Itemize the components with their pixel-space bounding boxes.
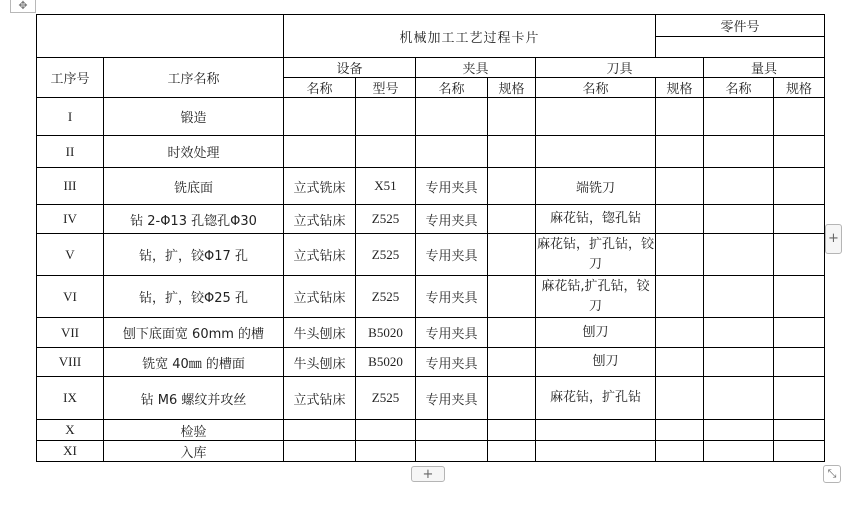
fixture-name-cell: 专用夹具 <box>416 205 488 234</box>
subheader-gauge-name: 名称 <box>704 78 774 98</box>
op-name-cell: 铣宽 40㎜ 的槽面 <box>104 348 284 377</box>
gauge-name-cell <box>704 205 774 234</box>
tool-spec-cell <box>656 377 704 420</box>
tool-spec-cell <box>656 348 704 377</box>
fixture-spec-cell <box>488 377 536 420</box>
diagonal-resize-icon: ⤡ <box>827 467 837 480</box>
op-name-cell: 检验 <box>104 420 284 441</box>
col-header-fixture: 夹具 <box>416 58 536 78</box>
seq-cell: I <box>37 98 104 136</box>
seq-cell: III <box>37 168 104 205</box>
tool-name-cell: 麻花钻，扩孔钻 <box>536 377 656 420</box>
table-row[interactable] <box>37 318 825 348</box>
gauge-name-cell <box>704 136 774 168</box>
fixture-name-cell: 专用夹具 <box>416 168 488 205</box>
tool-spec-cell <box>656 98 704 136</box>
equip-model-cell: Z525 <box>356 205 416 234</box>
fixture-spec-cell <box>488 441 536 462</box>
tool-name-cell: 刨刀 <box>536 348 656 377</box>
table-row[interactable] <box>37 348 825 377</box>
corner-cell[interactable] <box>37 15 284 58</box>
tool-spec-cell <box>656 276 704 318</box>
op-name-cell: 入库 <box>104 441 284 462</box>
col-header-op-name: 工序名称 <box>104 58 284 98</box>
equip-name-cell <box>284 420 356 441</box>
fixture-spec-cell <box>488 420 536 441</box>
op-name-cell: 锻造 <box>104 98 284 136</box>
tool-name-cell: 端铣刀 <box>536 168 656 205</box>
op-name-cell: 铣底面 <box>104 168 284 205</box>
op-name-cell: 时效处理 <box>104 136 284 168</box>
gauge-spec-cell <box>774 234 825 276</box>
gauge-name-cell <box>704 234 774 276</box>
equip-name-cell: 牛头刨床 <box>284 348 356 377</box>
gauge-name-cell <box>704 377 774 420</box>
add-row-button[interactable]: + <box>411 466 445 482</box>
table-row[interactable] <box>37 234 825 276</box>
fixture-name-cell <box>416 420 488 441</box>
table-row[interactable] <box>37 205 825 234</box>
equip-name-cell <box>284 441 356 462</box>
col-header-tool: 刀具 <box>536 58 704 78</box>
gauge-name-cell <box>704 348 774 377</box>
equip-model-cell: B5020 <box>356 318 416 348</box>
table-row[interactable] <box>37 377 825 420</box>
table-row[interactable] <box>37 441 825 462</box>
gauge-spec-cell <box>774 276 825 318</box>
fixture-spec-cell <box>488 234 536 276</box>
fixture-name-cell: 专用夹具 <box>416 276 488 318</box>
part-no-label: 零件号 <box>656 15 825 37</box>
fixture-name-cell <box>416 441 488 462</box>
gauge-spec-cell <box>774 377 825 420</box>
equip-name-cell: 牛头刨床 <box>284 318 356 348</box>
gauge-name-cell <box>704 318 774 348</box>
table-move-handle[interactable] <box>10 0 36 13</box>
fixture-spec-cell <box>488 348 536 377</box>
fixture-spec-cell <box>488 276 536 318</box>
move-arrows-icon: ✥ <box>18 0 28 12</box>
equip-name-cell: 立式钻床 <box>284 234 356 276</box>
tool-name-cell <box>536 441 656 462</box>
tool-name-cell: 麻花钻，锪孔钻 <box>536 205 656 234</box>
gauge-name-cell <box>704 168 774 205</box>
seq-cell: IX <box>37 377 104 420</box>
gauge-spec-cell <box>774 348 825 377</box>
seq-cell: VI <box>37 276 104 318</box>
equip-name-cell: 立式钻床 <box>284 205 356 234</box>
fixture-name-cell <box>416 136 488 168</box>
equip-model-cell <box>356 420 416 441</box>
equip-model-cell: X51 <box>356 168 416 205</box>
table-row[interactable] <box>37 420 825 441</box>
fixture-name-cell: 专用夹具 <box>416 377 488 420</box>
equip-name-cell: 立式钻床 <box>284 276 356 318</box>
gauge-spec-cell <box>774 441 825 462</box>
tool-name-cell: 麻花钻，扩孔钻，铰刀 <box>536 234 656 276</box>
tool-name-cell <box>536 136 656 168</box>
op-name-cell: 钻 2-Φ13 孔锪孔Φ30 <box>104 205 284 234</box>
table-row[interactable] <box>37 98 825 136</box>
table-resize-handle[interactable] <box>823 465 841 483</box>
op-name-cell: 刨下底面宽 60mm 的槽 <box>104 318 284 348</box>
tool-spec-cell <box>656 318 704 348</box>
equip-name-cell <box>284 136 356 168</box>
subheader-fixture-spec: 规格 <box>488 78 536 98</box>
fixture-name-cell: 专用夹具 <box>416 348 488 377</box>
tool-spec-cell <box>656 234 704 276</box>
gauge-spec-cell <box>774 168 825 205</box>
add-column-button[interactable]: + <box>825 224 842 254</box>
process-card-table <box>36 14 825 462</box>
tool-spec-cell <box>656 136 704 168</box>
tool-spec-cell <box>656 168 704 205</box>
equip-model-cell: B5020 <box>356 348 416 377</box>
card-title: 机械加工工艺过程卡片 <box>284 15 656 58</box>
gauge-spec-cell <box>774 98 825 136</box>
fixture-name-cell <box>416 98 488 136</box>
fixture-name-cell: 专用夹具 <box>416 318 488 348</box>
tool-spec-cell <box>656 441 704 462</box>
equip-name-cell: 立式铣床 <box>284 168 356 205</box>
subheader-tool-name: 名称 <box>536 78 656 98</box>
equip-model-cell: Z525 <box>356 377 416 420</box>
equip-model-cell <box>356 136 416 168</box>
fixture-spec-cell <box>488 205 536 234</box>
part-no-value[interactable] <box>656 37 825 58</box>
fixture-name-cell: 专用夹具 <box>416 234 488 276</box>
gauge-name-cell <box>704 441 774 462</box>
seq-cell: VIII <box>37 348 104 377</box>
equip-model-cell: Z525 <box>356 234 416 276</box>
fixture-spec-cell <box>488 318 536 348</box>
col-header-equipment: 设备 <box>284 58 416 78</box>
fixture-spec-cell <box>488 98 536 136</box>
table-row[interactable] <box>37 168 825 205</box>
gauge-spec-cell <box>774 205 825 234</box>
col-header-seq: 工序号 <box>37 58 104 98</box>
equip-name-cell: 立式钻床 <box>284 377 356 420</box>
seq-cell: V <box>37 234 104 276</box>
fixture-spec-cell <box>488 168 536 205</box>
seq-cell: VII <box>37 318 104 348</box>
seq-cell: IV <box>37 205 104 234</box>
tool-name-cell: 刨刀 <box>536 318 656 348</box>
seq-cell: X <box>37 420 104 441</box>
subheader-tool-spec: 规格 <box>656 78 704 98</box>
equip-model-cell: Z525 <box>356 276 416 318</box>
seq-cell: XI <box>37 441 104 462</box>
fixture-spec-cell <box>488 136 536 168</box>
equip-model-cell <box>356 98 416 136</box>
equip-model-cell <box>356 441 416 462</box>
op-name-cell: 钻，扩，铰Φ17 孔 <box>104 234 284 276</box>
gauge-name-cell <box>704 276 774 318</box>
col-header-gauge: 量具 <box>704 58 825 78</box>
gauge-spec-cell <box>774 318 825 348</box>
gauge-name-cell <box>704 420 774 441</box>
subheader-equip-model: 型号 <box>356 78 416 98</box>
tool-name-cell <box>536 98 656 136</box>
subheader-equip-name: 名称 <box>284 78 356 98</box>
tool-name-cell <box>536 420 656 441</box>
tool-spec-cell <box>656 205 704 234</box>
subheader-gauge-spec: 规格 <box>774 78 825 98</box>
tool-spec-cell <box>656 420 704 441</box>
table-row[interactable] <box>37 276 825 318</box>
seq-cell: II <box>37 136 104 168</box>
table-row[interactable] <box>37 136 825 168</box>
tool-name-cell: 麻花钻,扩孔钻，铰刀 <box>536 276 656 318</box>
gauge-spec-cell <box>774 420 825 441</box>
equip-name-cell <box>284 98 356 136</box>
op-name-cell: 钻 M6 螺纹并攻丝 <box>104 377 284 420</box>
subheader-fixture-name: 名称 <box>416 78 488 98</box>
gauge-name-cell <box>704 98 774 136</box>
op-name-cell: 钻，扩，铰Φ25 孔 <box>104 276 284 318</box>
gauge-spec-cell <box>774 136 825 168</box>
